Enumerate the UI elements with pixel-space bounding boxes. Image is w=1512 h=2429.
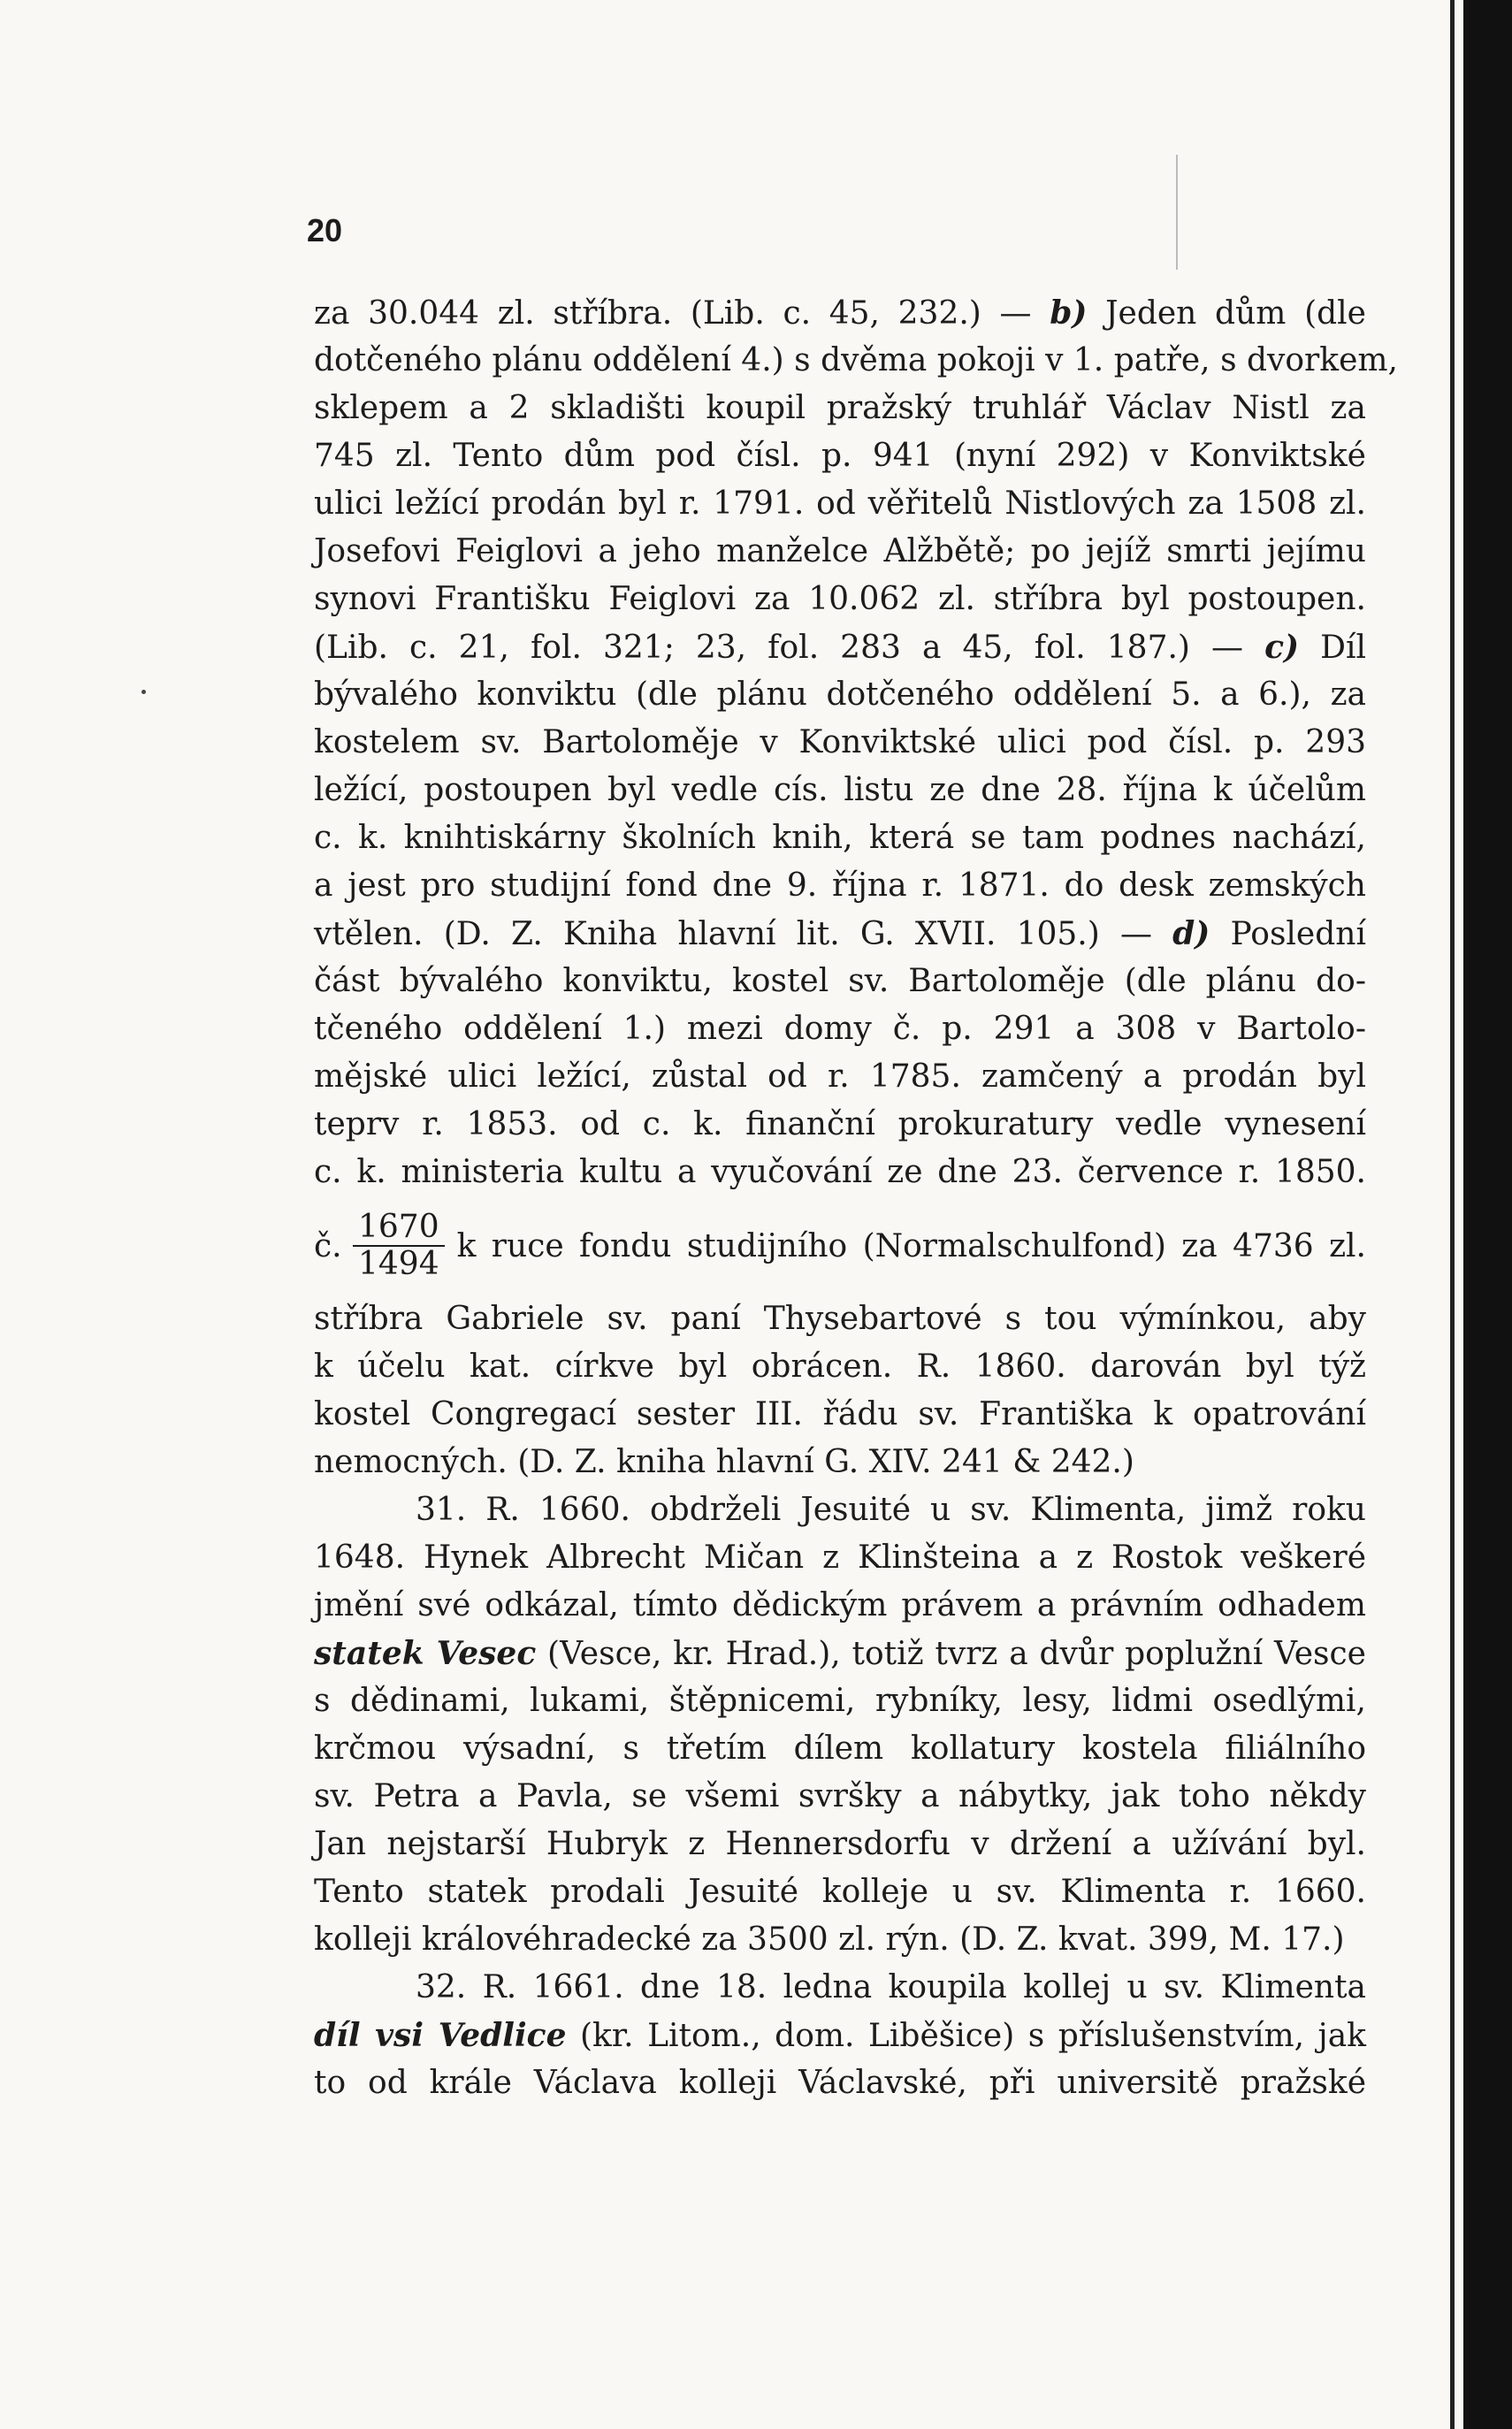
text-run: Jeden dům (dle <box>1087 295 1366 332</box>
italic-run: d) <box>1172 915 1210 952</box>
text-line <box>314 1149 1366 1196</box>
text-line <box>314 1868 1366 1916</box>
scan-mark <box>1176 155 1178 270</box>
text-line <box>314 671 1366 719</box>
text-run: (Vesce, kr. Hrad.), totiž tvrz a dvůr poplužní Vesce <box>536 1636 1366 1672</box>
text-line <box>314 576 1366 623</box>
text-run: stříbra Gabriele sv. paní Thysebartové s tou výmínkou, aby <box>314 1301 1366 1337</box>
text-line <box>314 1391 1366 1439</box>
text-run: 32. R. 1661. dne 18. ledna koupila kollej u sv. Klimenta <box>416 1969 1366 2005</box>
text-run: jmění své odkázal, tímto dědickým právem a právním odhadem <box>314 1587 1366 1623</box>
text-line <box>314 767 1366 814</box>
text-line <box>314 528 1366 576</box>
fraction <box>353 1210 445 1282</box>
text-run: bývalého konviktu (dle plánu dotčeného oddělení 5. a 6.), za <box>314 676 1366 713</box>
text-line <box>314 2059 1366 2107</box>
text-run: za 30.044 zl. stříbra. (Lib. c. 45, 232.) — <box>314 295 1050 332</box>
text-line <box>314 1053 1366 1101</box>
text-run: mějské ulici ležící, zůstal od r. 1785. zamčený a prodán byl <box>314 1058 1366 1095</box>
text-line <box>314 1005 1366 1053</box>
text-run: 31. R. 1660. obdrželi Jesuité u sv. Klimenta, jimž roku <box>416 1492 1366 1528</box>
fraction-line-rest: k ruce fondu studijního (Normalschulfond) za 4736 zl. <box>456 1227 1366 1264</box>
text-run: k účelu kat. církve byl obrácen. R. 1860. darován byl týž <box>314 1348 1366 1385</box>
text-line <box>314 2012 1366 2059</box>
fraction-denominator: 1494 <box>358 1246 439 1282</box>
text-run: Poslední <box>1210 916 1366 952</box>
fraction-line <box>314 1196 1366 1295</box>
text-run: kolleji královéhradecké za 3500 zl. rýn. (D. Z. kvat. 399, M. 17.) <box>314 1921 1345 1958</box>
text-run: dotčeného plánu oddělení 4.) s dvěma pokoji v 1. patře, s dvorkem, <box>314 342 1398 378</box>
text-line <box>314 1773 1366 1821</box>
text-line <box>314 1295 1366 1343</box>
scan-dot <box>141 690 146 694</box>
text-run: synovi Františku Feiglovi za 10.062 zl. stříbra byl postoupen. <box>314 581 1366 617</box>
text-run: tčeného oddělení 1.) mezi domy č. p. 291 a 308 v Bartolo- <box>314 1011 1366 1047</box>
italic-run: statek Vesec <box>314 1635 537 1672</box>
text-line <box>314 1439 1366 1486</box>
text-run: vtělen. (D. Z. Kniha hlavní lit. G. XVII. 105.) — <box>314 916 1173 952</box>
text-line <box>314 432 1366 480</box>
text-run: Jan nejstarší Hubryk z Hennersdorfu v držení a užívání byl. <box>314 1826 1366 1862</box>
paragraph-block-2 <box>314 1295 1366 2107</box>
text-line <box>314 862 1366 910</box>
fraction-lead: č. <box>314 1227 342 1264</box>
text-line <box>314 1101 1366 1149</box>
text-line <box>314 1534 1366 1582</box>
scan-border <box>1463 0 1512 2429</box>
text-run: a jest pro studijní fond dne 9. října r. 1871. do desk zemských <box>314 867 1366 904</box>
text-line <box>314 814 1366 862</box>
italic-run: díl vsi Vedlice <box>314 2017 567 2054</box>
text-run: s dědinami, lukami, štěpnicemi, rybníky, lesy, lidmi osedlými, <box>314 1683 1366 1719</box>
text-run: (kr. Litom., dom. Liběšice) s příslušenstvím, jak <box>566 2018 1366 2054</box>
text-line <box>314 337 1398 385</box>
text-line <box>314 719 1366 767</box>
fraction-numerator: 1670 <box>358 1209 439 1245</box>
text-run: část bývalého konviktu, kostel sv. Bartoloměje (dle plánu do- <box>314 963 1366 999</box>
text-run: ulici ležící prodán byl r. 1791. od věřitelů Nistlových za 1508 zl. <box>314 485 1366 522</box>
text-line <box>314 289 1366 337</box>
text-run: sv. Petra a Pavla, se všemi svršky a nábytky, jak toho někdy <box>314 1778 1366 1814</box>
paragraph-block-1 <box>314 289 1398 1196</box>
text-run: sklepem a 2 skladišti koupil pražský truhlář Václav Nistl za <box>314 390 1366 426</box>
text-line <box>314 1916 1366 1964</box>
text-line <box>314 1725 1366 1773</box>
text-run: teprv r. 1853. od c. k. finanční prokuratury vedle vynesení <box>314 1106 1366 1142</box>
text-run: (Lib. c. 21, fol. 321; 23, fol. 283 a 45, fol. 187.) — <box>314 630 1265 666</box>
text-run: to od krále Václava kolleji Václavské, při universitě pražské <box>314 2065 1366 2101</box>
text-run: Josefovi Feiglovi a jeho manželce Alžbětě; po jejíž smrti jejímu <box>314 533 1366 569</box>
text-run: Díl <box>1299 630 1366 666</box>
text-run: krčmou výsadní, s třetím dílem kollatury kostela filiálního <box>314 1730 1366 1767</box>
text-line <box>314 623 1366 671</box>
text-run: kostel Congregací sester III. řádu sv. Františka k opatrování <box>314 1396 1366 1432</box>
page-edge-line <box>1450 0 1455 2429</box>
text-line <box>314 1964 1366 2012</box>
text-line <box>314 958 1366 1005</box>
text-line <box>314 385 1366 432</box>
text-line <box>314 1582 1366 1630</box>
text-line <box>314 480 1366 528</box>
text-run: c. k. ministeria kultu a vyučování ze dne 23. července r. 1850. <box>314 1154 1366 1190</box>
text-run: 1648. Hynek Albrecht Mičan z Klinšteina a z Rostok veškeré <box>314 1539 1366 1576</box>
text-line <box>314 1677 1366 1725</box>
text-line <box>314 1821 1366 1868</box>
body-text <box>314 289 1398 2107</box>
text-run: nemocných. (D. Z. kniha hlavní G. XIV. 241 & 242.) <box>314 1444 1134 1480</box>
text-run: Tento statek prodali Jesuité kolleje u sv. Klimenta r. 1660. <box>314 1874 1366 1910</box>
text-run: ležící, postoupen byl vedle cís. listu ze dne 28. října k účelům <box>314 772 1366 808</box>
italic-run: c) <box>1264 629 1300 666</box>
text-line <box>314 910 1366 958</box>
text-line <box>314 1630 1366 1677</box>
text-run: 745 zl. Tento dům pod čísl. p. 941 (nyní 292) v Konviktské <box>314 438 1366 474</box>
text-run: kostelem sv. Bartoloměje v Konviktské ulici pod čísl. p. 293 <box>314 724 1366 760</box>
page-number: 20 <box>307 212 343 248</box>
italic-run: b) <box>1050 294 1088 332</box>
text-run: c. k. knihtiskárny školních knih, která se tam podnes nachází, <box>314 820 1366 856</box>
text-line <box>314 1486 1366 1534</box>
text-line <box>314 1343 1366 1391</box>
